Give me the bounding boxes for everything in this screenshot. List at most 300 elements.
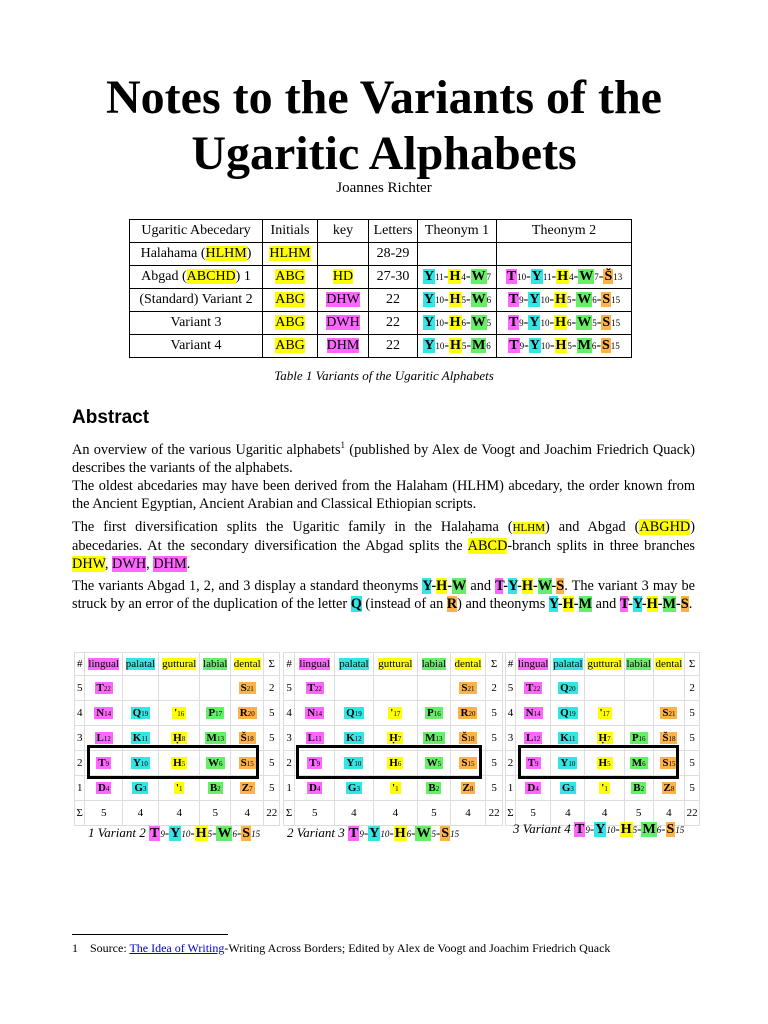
paragraph-2: The oldest abcedaries may have been derived from the Halaham (HLHM) abcedary, the order known from the Ancient Egyptian, Ancient Arabian and Classical Ethiopian scripts. <box>72 478 695 512</box>
table-cell: Q19 <box>551 701 585 726</box>
theonym1-cell: Y10-H5-M6 <box>418 335 497 358</box>
table-cell: D4 <box>515 776 550 801</box>
theonym-letter: H <box>449 269 461 284</box>
table-cell: 4 <box>653 801 685 826</box>
table-cell: 5 <box>85 801 122 826</box>
table-row <box>506 776 700 801</box>
table-cell: B2 <box>624 776 653 801</box>
table-cell: M6 <box>624 751 653 776</box>
table-cell: B2 <box>200 776 231 801</box>
table-cell: S21 <box>450 676 486 701</box>
header-cell: key <box>318 220 369 243</box>
table-cell: 5 <box>295 801 335 826</box>
theonym2-cell <box>497 243 632 266</box>
text: (published by Alex de Voogt and Joachim Friedrich Quack) describes the variants of the alphabets. <box>72 441 695 476</box>
text: ) abecedaries. At the secondary diversification the Abgad splits the <box>72 519 695 554</box>
theonym-letter: M <box>577 338 591 353</box>
letters-cell: 22 <box>369 335 418 358</box>
table-cell: 2 <box>685 676 700 701</box>
column-header: guttural <box>158 653 200 676</box>
theonym-letter: T <box>349 826 359 841</box>
table-cell: G3 <box>551 776 585 801</box>
footnote <box>72 941 610 956</box>
column-header: # <box>75 653 85 676</box>
table-cell: '17 <box>585 701 624 726</box>
theonym-letter: Š <box>604 269 613 284</box>
table-cell <box>122 676 158 701</box>
table-cell: 5 <box>624 801 653 826</box>
initials-value: ABG <box>275 269 305 284</box>
table-cell <box>158 676 200 701</box>
text: (instead of an <box>361 596 447 612</box>
theonym-letter: S <box>666 822 675 837</box>
column-header: palatal <box>335 653 374 676</box>
name-cell <box>130 335 263 358</box>
column-header: Σ <box>685 653 700 676</box>
table-cell: S15 <box>653 751 685 776</box>
column-header: guttural <box>373 653 417 676</box>
document-title <box>0 70 768 182</box>
theonym2-cell: T10-Y11-H4-W7-Š13 <box>497 266 632 289</box>
theonym-letter: W <box>416 826 431 841</box>
table-cell: 3 <box>506 726 516 751</box>
table-cell: R20 <box>231 701 264 726</box>
column-header: lingual <box>295 653 335 676</box>
variant-caption-3: 3 Variant 4 T9-Y10-H5-M6-S15 <box>513 821 685 837</box>
table-cell: T22 <box>515 676 550 701</box>
theonym-letter: T <box>508 315 519 330</box>
table-cell: 5 <box>264 776 280 801</box>
table-cell: 5 <box>486 701 503 726</box>
table-cell: Σ <box>506 801 516 826</box>
table-cell: P17 <box>200 701 231 726</box>
column-header: dental <box>450 653 486 676</box>
highlight-q: Q <box>350 596 362 612</box>
table-cell <box>585 676 624 701</box>
table-row <box>75 701 280 726</box>
table-cell: Š18 <box>231 726 264 751</box>
theonym-letter: W <box>471 269 486 284</box>
table-cell: G3 <box>122 776 158 801</box>
table-cell: H6 <box>373 751 417 776</box>
footnote-link[interactable]: The Idea of Writing <box>129 941 225 955</box>
table-cell: Σ <box>284 801 295 826</box>
initials-cell <box>263 335 318 358</box>
table-cell: P16 <box>624 726 653 751</box>
variant-table-1 <box>74 652 280 826</box>
theonym-letter: M <box>472 338 486 353</box>
table-cell: K11 <box>122 726 158 751</box>
table-row <box>130 312 632 335</box>
initials-cell <box>263 266 318 289</box>
abstract-heading: Abstract <box>72 407 150 428</box>
table-cell: 4 <box>585 801 624 826</box>
theonym-letter: H <box>555 338 567 353</box>
theonym-letter: W <box>217 826 232 841</box>
name-text: Variant 3 <box>170 315 222 330</box>
theonym-letter: H <box>450 338 461 353</box>
table-cell: 5 <box>264 701 280 726</box>
name-text: ) <box>246 246 252 261</box>
table-cell: 5 <box>685 751 700 776</box>
highlight-dhm: DHM <box>153 556 187 572</box>
theonym-letter: Y <box>531 269 542 284</box>
header-cell: Theonym 1 <box>418 220 497 243</box>
variant-table-2 <box>283 652 503 826</box>
table-cell: Σ <box>75 801 85 826</box>
table-cell: T22 <box>85 676 122 701</box>
letters-cell: 22 <box>369 289 418 312</box>
text: An overview of the various Ugaritic alphabets <box>72 441 341 458</box>
table-cell: 4 <box>373 801 417 826</box>
column-header: palatal <box>122 653 158 676</box>
table-row <box>130 289 632 312</box>
table-cell: Š18 <box>450 726 486 751</box>
key-value: HD <box>332 269 354 284</box>
theonym-letter: S <box>602 315 611 330</box>
column-header: palatal <box>551 653 585 676</box>
table-cell: 5 <box>200 801 231 826</box>
table-cell: W6 <box>200 751 231 776</box>
paragraph-4: The variants Abgad 1, 2, and 3 display a standard theonyms Y-H-W and T-Y-H-W-S. The variant 3 may be struck by an error of the duplication of the letter Q (instead of an R) and theonyms Y-H-M and T-Y-H-M-S. <box>72 578 695 612</box>
footnote-ref[interactable]: 1 <box>340 440 346 450</box>
table-row <box>130 266 632 289</box>
variants-table <box>129 219 632 358</box>
highlight-hlhm: HLHM <box>512 522 545 534</box>
table-cell: 22 <box>264 801 280 826</box>
highlight-abghd: ABGHD <box>639 519 691 535</box>
column-header: Σ <box>486 653 503 676</box>
table-cell: D4 <box>295 776 335 801</box>
theonym-letter: H <box>394 826 406 841</box>
table-cell: Ḥ7 <box>373 726 417 751</box>
text: The first diversification splits the Ugaritic family in the Halaḥama ( <box>72 519 513 535</box>
theonym1-cell: Y10-H5-W6 <box>418 289 497 312</box>
table-cell: P16 <box>418 701 451 726</box>
theonym1-cell <box>418 243 497 266</box>
initials-cell <box>263 243 318 266</box>
table-cell: N14 <box>295 701 335 726</box>
theonym-letter: H <box>557 269 569 284</box>
table-cell: B2 <box>418 776 451 801</box>
text: The variants Abgad 1, 2, and 3 display a standard theonyms <box>72 578 423 594</box>
theonym-letter: H <box>555 292 567 307</box>
table-row <box>75 776 280 801</box>
initials-value: ABG <box>275 315 305 330</box>
theonym-letter: W <box>471 315 486 330</box>
table-cell: 4 <box>122 801 158 826</box>
table-cell: 22 <box>486 801 503 826</box>
table-cell: D4 <box>85 776 122 801</box>
table-cell: S21 <box>653 701 685 726</box>
theonym1-cell: Y10-H6-W5 <box>418 312 497 335</box>
text: -branch splits in three branches <box>507 538 695 554</box>
table-cell: 1 <box>284 776 295 801</box>
table-cell: 5 <box>486 751 503 776</box>
table-cell: Ḥ7 <box>585 726 624 751</box>
table-cell: 1 <box>506 776 516 801</box>
text: ) and theonyms <box>457 596 549 612</box>
table-row <box>284 701 503 726</box>
table-cell: 3 <box>284 726 295 751</box>
letters-cell: 22 <box>369 312 418 335</box>
column-header: lingual <box>85 653 122 676</box>
table-cell: 3 <box>75 726 85 751</box>
table-cell: M13 <box>200 726 231 751</box>
table-cell <box>418 676 451 701</box>
header-cell: Letters <box>369 220 418 243</box>
text: and <box>466 578 496 594</box>
table-cell <box>373 676 417 701</box>
initials-value: ABG <box>275 338 305 353</box>
text: . The variant 3 may be struck by an error of the duplication of the letter <box>72 578 695 612</box>
variant-caption-1: 1 Variant 2 T9-Y10-H5-W6-S15 <box>88 825 261 841</box>
column-header: # <box>284 653 295 676</box>
title-line-1: Notes to the Variants of the <box>106 71 662 124</box>
footnote-number: 1 <box>72 941 78 955</box>
table-cell: 5 <box>264 751 280 776</box>
table-cell: Š18 <box>653 726 685 751</box>
theonym-letter: Y <box>529 315 540 330</box>
column-header: dental <box>231 653 264 676</box>
table-cell: 4 <box>551 801 585 826</box>
key-cell <box>318 312 369 335</box>
table-row <box>284 776 503 801</box>
name-highlight: HLHM <box>205 246 247 261</box>
table-cell: 4 <box>75 701 85 726</box>
table-cell: H5 <box>158 751 200 776</box>
key-cell <box>318 243 369 266</box>
initials-value: HLHM <box>269 246 311 261</box>
theonym-row-box <box>518 745 679 779</box>
column-header: labial <box>418 653 451 676</box>
name-cell <box>130 289 263 312</box>
table-cell: N14 <box>515 701 550 726</box>
theonym2-cell: T9-Y10-H5-M6-S15 <box>497 335 632 358</box>
name-cell <box>130 312 263 335</box>
initials-value: ABG <box>275 292 305 307</box>
theonym1-cell: Y11-H4-W7 <box>418 266 497 289</box>
theonym-letter: Y <box>423 315 434 330</box>
table-cell: 5 <box>75 676 85 701</box>
theonym-letter: T <box>575 822 585 837</box>
table-row <box>284 801 503 826</box>
table-cell: Z8 <box>450 776 486 801</box>
theonym2-cell: T9-Y10-H5-W6-S15 <box>497 289 632 312</box>
table-cell: T9 <box>85 751 122 776</box>
table-cell: 5 <box>486 726 503 751</box>
table-cell: 4 <box>158 801 200 826</box>
table-cell: N14 <box>85 701 122 726</box>
theonym-letter: S <box>242 826 251 841</box>
variant-caption-2: 2 Variant 3 T9-Y10-H6-W5-S15 <box>287 825 460 841</box>
table-cell: 1 <box>75 776 85 801</box>
table-cell: 5 <box>264 726 280 751</box>
table-cell: Ḥ8 <box>158 726 200 751</box>
table-cell: 4 <box>335 801 374 826</box>
name-text: ) 1 <box>235 269 251 284</box>
theonym-letter: W <box>577 292 592 307</box>
highlight-dhw: DHW <box>72 556 105 572</box>
table-cell: '1 <box>373 776 417 801</box>
theonym-letter: Y <box>529 338 540 353</box>
column-header: Σ <box>264 653 280 676</box>
table-cell: S15 <box>231 751 264 776</box>
table-cell: S15 <box>450 751 486 776</box>
name-highlight: ABCHD <box>186 269 236 284</box>
table-cell: 2 <box>284 751 295 776</box>
name-cell <box>130 266 263 289</box>
table-cell: 5 <box>486 776 503 801</box>
highlight-dwh: DWH <box>112 556 147 572</box>
table-cell: 5 <box>515 801 550 826</box>
table-cell: 4 <box>284 701 295 726</box>
theonym-letter: H <box>449 292 461 307</box>
table-cell: Y10 <box>335 751 374 776</box>
theonym2-cell: T9-Y10-H6-W5-S15 <box>497 312 632 335</box>
table-cell: K11 <box>551 726 585 751</box>
table-cell: S21 <box>231 676 264 701</box>
theonym-letter: M <box>642 822 656 837</box>
table-cell: G3 <box>335 776 374 801</box>
theonym-letter: T <box>509 338 519 353</box>
name-text: Halahama ( <box>140 246 206 261</box>
table-cell: R20 <box>450 701 486 726</box>
theonym-letter: W <box>579 269 594 284</box>
theonym-row-box <box>87 745 259 779</box>
theonym-letter: S <box>441 826 450 841</box>
column-header: lingual <box>515 653 550 676</box>
theonym-letter: Y <box>423 269 435 284</box>
table-cell: Z7 <box>231 776 264 801</box>
table-cell: 4 <box>450 801 486 826</box>
key-value: DHM <box>326 338 360 353</box>
table-cell: '1 <box>585 776 624 801</box>
table-cell: 2 <box>264 676 280 701</box>
theonym-letter: S <box>602 292 611 307</box>
table-cell: 5 <box>685 776 700 801</box>
title-line-2: Ugaritic Alphabets <box>191 127 577 180</box>
header-cell: Ugaritic Abecedary <box>130 220 263 243</box>
table-caption: Table 1 Variants of the Ugaritic Alphabets <box>274 368 494 383</box>
theonym-letter: Y <box>423 292 434 307</box>
key-value: DWH <box>326 315 360 330</box>
table-cell <box>200 676 231 701</box>
table-cell: Q20 <box>551 676 585 701</box>
initials-cell <box>263 312 318 335</box>
table-cell: 5 <box>418 801 451 826</box>
variant-table-3 <box>505 652 700 826</box>
highlight-abcd: ABCD <box>467 538 508 554</box>
footnote-prefix: Source: <box>90 941 130 955</box>
theonym-letter: T <box>150 826 160 841</box>
theonym-letter: W <box>471 292 486 307</box>
theonym-letter: Y <box>529 292 540 307</box>
table-row <box>130 335 632 358</box>
variants-table-header <box>130 220 632 243</box>
column-header: guttural <box>585 653 624 676</box>
theonym-letter: Y <box>369 826 380 841</box>
table-cell: T9 <box>515 751 550 776</box>
table-cell <box>624 676 653 701</box>
table-row <box>284 676 503 701</box>
table-cell <box>335 676 374 701</box>
key-cell <box>318 335 369 358</box>
table-cell: T22 <box>295 676 335 701</box>
column-header: labial <box>624 653 653 676</box>
column-header: # <box>506 653 516 676</box>
name-text: Variant 4 <box>170 338 222 353</box>
theonym-letter: Y <box>424 338 435 353</box>
table-row <box>506 701 700 726</box>
theonym-letter: H <box>620 822 632 837</box>
theonym-row-box <box>296 745 482 779</box>
name-text: (Standard) Variant 2 <box>139 292 253 307</box>
table-cell: K12 <box>335 726 374 751</box>
table-cell: 2 <box>506 751 516 776</box>
table-cell: 4 <box>231 801 264 826</box>
paragraph-3: The first diversification splits the Ugaritic family in the Halaḥama (HLHM) and Abgad (ABGHD) abecedaries. At the secondary diversification the Abgad splits the ABCD-branch splits in three branches DHW, DWH, DHM. <box>72 519 695 572</box>
column-header: labial <box>200 653 231 676</box>
theonym-letter: S <box>601 338 610 353</box>
table-cell: 5 <box>685 726 700 751</box>
table-cell: 4 <box>506 701 516 726</box>
theonym-letter: T <box>508 292 519 307</box>
table-cell: T9 <box>295 751 335 776</box>
footnote-suffix: -Writing Across Borders; Edited by Alex de Voogt and Joachim Friedrich Quack <box>224 941 611 955</box>
table-cell: W5 <box>418 751 451 776</box>
key-cell <box>318 289 369 312</box>
table-cell: 5 <box>506 676 516 701</box>
theonym-letter: W <box>577 315 592 330</box>
table-cell: '1 <box>158 776 200 801</box>
table-cell: '16 <box>158 701 200 726</box>
paragraph-1 <box>72 436 695 477</box>
text: ) and Abgad ( <box>545 519 640 535</box>
footnote-rule <box>72 934 228 935</box>
theonym-letter: H <box>195 826 207 841</box>
table-cell <box>624 701 653 726</box>
table-cell: 5 <box>685 701 700 726</box>
header-cell: Initials <box>263 220 318 243</box>
table-cell: H5 <box>585 751 624 776</box>
table-cell: L12 <box>515 726 550 751</box>
theonym-letter: H <box>555 315 567 330</box>
table-cell: Q19 <box>335 701 374 726</box>
initials-cell <box>263 289 318 312</box>
text: and <box>595 596 620 612</box>
table-cell: 5 <box>284 676 295 701</box>
table-cell: Z8 <box>653 776 685 801</box>
table-cell <box>653 676 685 701</box>
highlight-r: R <box>446 596 458 612</box>
table-cell: 22 <box>685 801 700 826</box>
table-cell: Y10 <box>551 751 585 776</box>
theonym-letter: Y <box>170 826 181 841</box>
table-row <box>75 801 280 826</box>
theonym-letter: H <box>449 315 461 330</box>
letters-cell: 27-30 <box>369 266 418 289</box>
table-cell: 2 <box>486 676 503 701</box>
table-row <box>75 676 280 701</box>
table-cell: '17 <box>373 701 417 726</box>
column-header: dental <box>653 653 685 676</box>
header-cell: Theonym 2 <box>497 220 632 243</box>
table-cell: 2 <box>75 751 85 776</box>
table-row <box>130 243 632 266</box>
key-cell <box>318 266 369 289</box>
table-cell: M13 <box>418 726 451 751</box>
